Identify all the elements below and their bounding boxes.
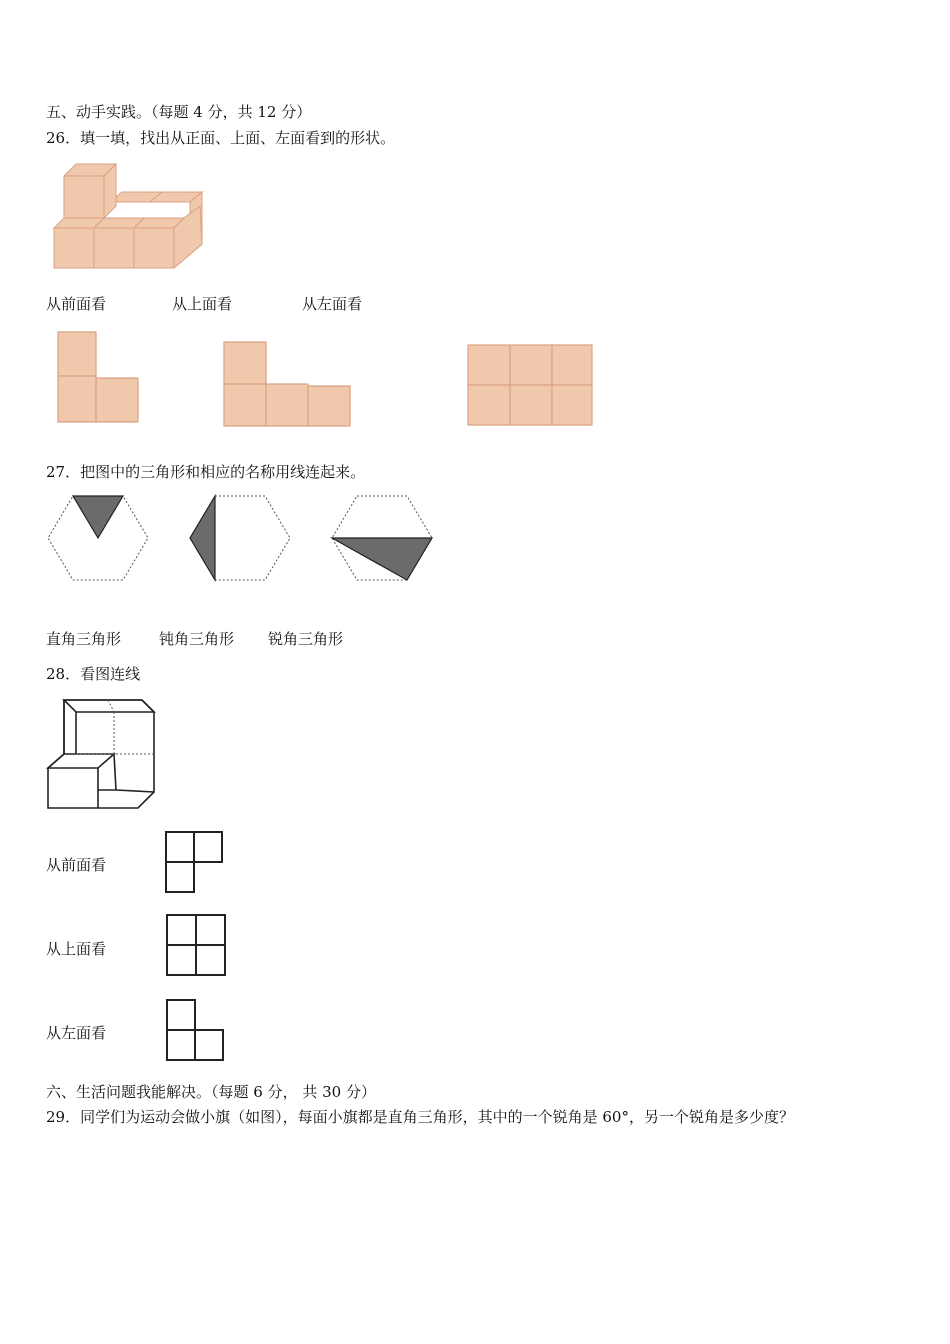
question-27-text: 27．把图中的三角形和相应的名称用线连起来。 — [46, 463, 366, 481]
q26-cube-figure — [50, 162, 210, 274]
q26-view-option-2 — [222, 340, 354, 428]
q28-view-option-2 — [165, 913, 229, 979]
q26-view-option-3 — [466, 343, 596, 427]
q28-label-top: 从上面看 — [46, 940, 107, 958]
q28-view-option-1 — [164, 830, 226, 896]
q27-label-obtuse-triangle: 钝角三角形 — [159, 630, 235, 648]
section-heading-5: 五、动手实践。（每题 4 分，共 12 分） — [46, 103, 312, 121]
q28-label-left: 从左面看 — [46, 1024, 107, 1042]
q27-hexagon-3 — [330, 494, 436, 584]
q27-label-right-triangle: 直角三角形 — [46, 630, 122, 648]
q28-cube-figure — [46, 698, 156, 812]
question-28-text: 28．看图连线 — [46, 665, 141, 683]
q27-label-acute-triangle: 锐角三角形 — [268, 630, 344, 648]
q27-hexagon-2 — [188, 494, 294, 584]
q26-label-front: 从前面看 — [46, 295, 107, 313]
question-26-text: 26．填一填，找出从正面、上面、左面看到的形状。 — [46, 129, 396, 147]
section-heading-6: 六、生活问题我能解决。（每题 6 分， 共 30 分） — [46, 1083, 376, 1101]
question-29-text: 29．同学们为运动会做小旗（如图），每面小旗都是直角三角形，其中的一个锐角是 60°，另一个锐角是多少度？ — [46, 1108, 794, 1126]
q28-view-option-3 — [165, 998, 227, 1064]
q28-label-front: 从前面看 — [46, 856, 107, 874]
q26-label-left: 从左面看 — [302, 295, 363, 313]
q26-view-option-1 — [56, 330, 142, 426]
q27-hexagon-1 — [46, 494, 152, 584]
q26-label-top: 从上面看 — [172, 295, 233, 313]
